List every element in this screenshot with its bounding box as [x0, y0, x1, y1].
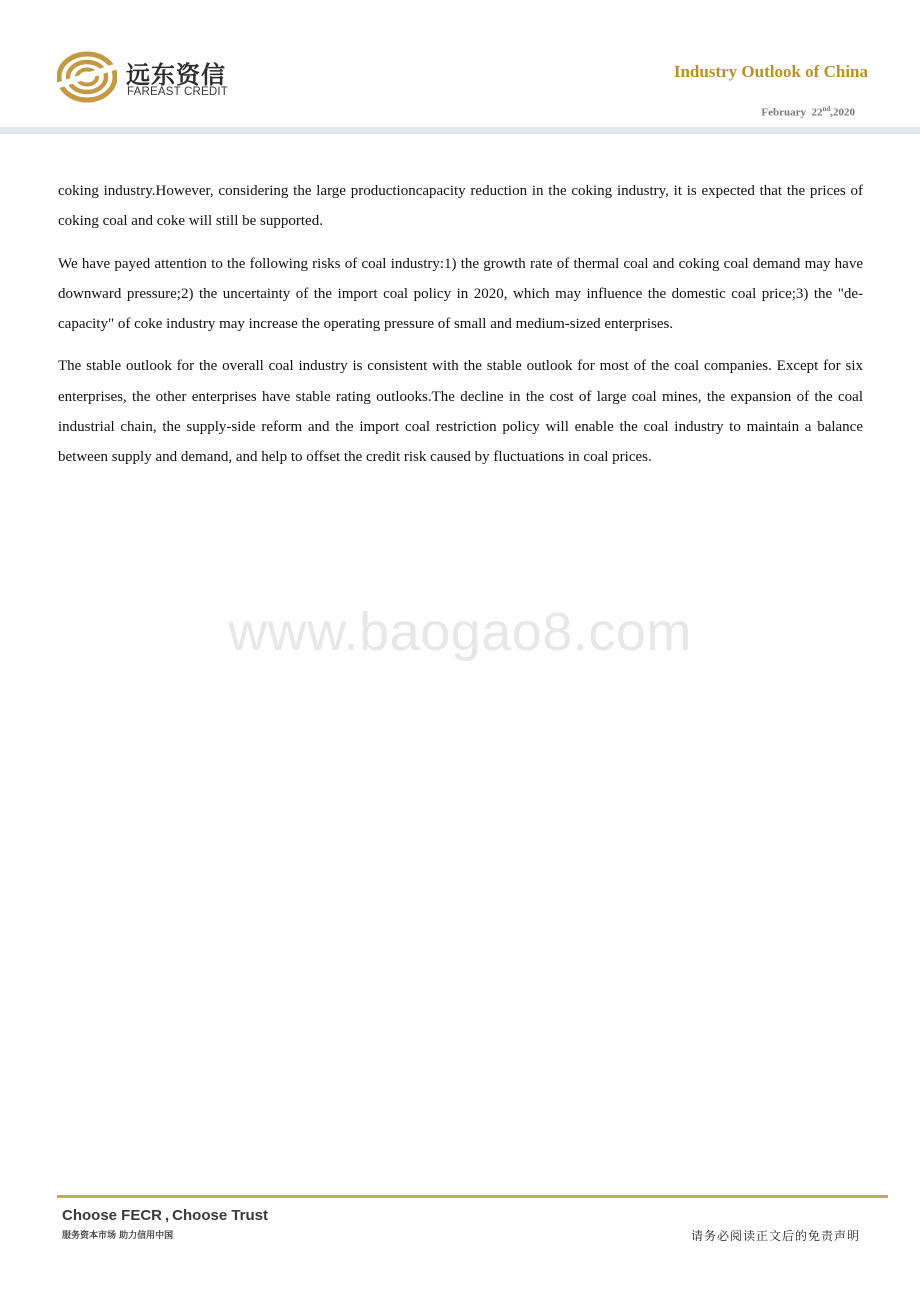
fareast-credit-logo-icon	[57, 51, 117, 103]
report-body	[58, 176, 863, 485]
report-date-year: ,2020	[830, 106, 855, 119]
report-title: Industry Outlook of China	[673, 62, 868, 81]
footer-disclaimer: 请务必阅读正文后的免责声明	[690, 1229, 860, 1243]
body-paragraph: We have payed attention to the following risks of coal industry:1) the growth rate of thermal coal and coking coal demand may have downward pressure;2) the uncertainty of the import coal policy in 2020, which may influence the domestic coal price;3) the "de-capacity" of coke industry may increase the operating pressure of small and medium-sized enterprises.	[58, 255, 863, 333]
report-date-day: 22	[811, 106, 823, 119]
body-paragraph: The stable outlook for the overall coal industry is consistent with the stable outlook for most of the coal companies. Except for six enterprises, the other enterprises have stable rating outlooks.The decline in the cost of large coal mines, the expansion of the coal industrial chain, the supply-side reform and the import coal restriction policy will enable the coal industry to maintain a balance between supply and demand, and help to offset the credit risk caused by fluctuations in coal prices.	[58, 358, 863, 466]
footer-slogan-chinese: 服务资本市场 助力信用中国	[62, 1231, 174, 1241]
logo-chinese-name: 远东资信	[126, 61, 226, 89]
body-paragraph: coking industry.However, considering the large productioncapacity reduction in the coking industry, it is expected that the prices of coking coal and coke will still be supported.	[58, 183, 863, 230]
footer-divider	[57, 1195, 888, 1198]
report-date	[761, 105, 855, 119]
header-divider-band	[0, 127, 920, 134]
report-date-month: February	[761, 106, 806, 119]
watermark: www.baogao8.com	[228, 602, 692, 662]
page-header	[0, 0, 920, 128]
logo-english-name: FAREAST CREDIT	[127, 86, 228, 98]
footer-slogan: Choose FECR , Choose Trust	[62, 1207, 269, 1224]
report-date-suffix: nd	[822, 105, 831, 113]
